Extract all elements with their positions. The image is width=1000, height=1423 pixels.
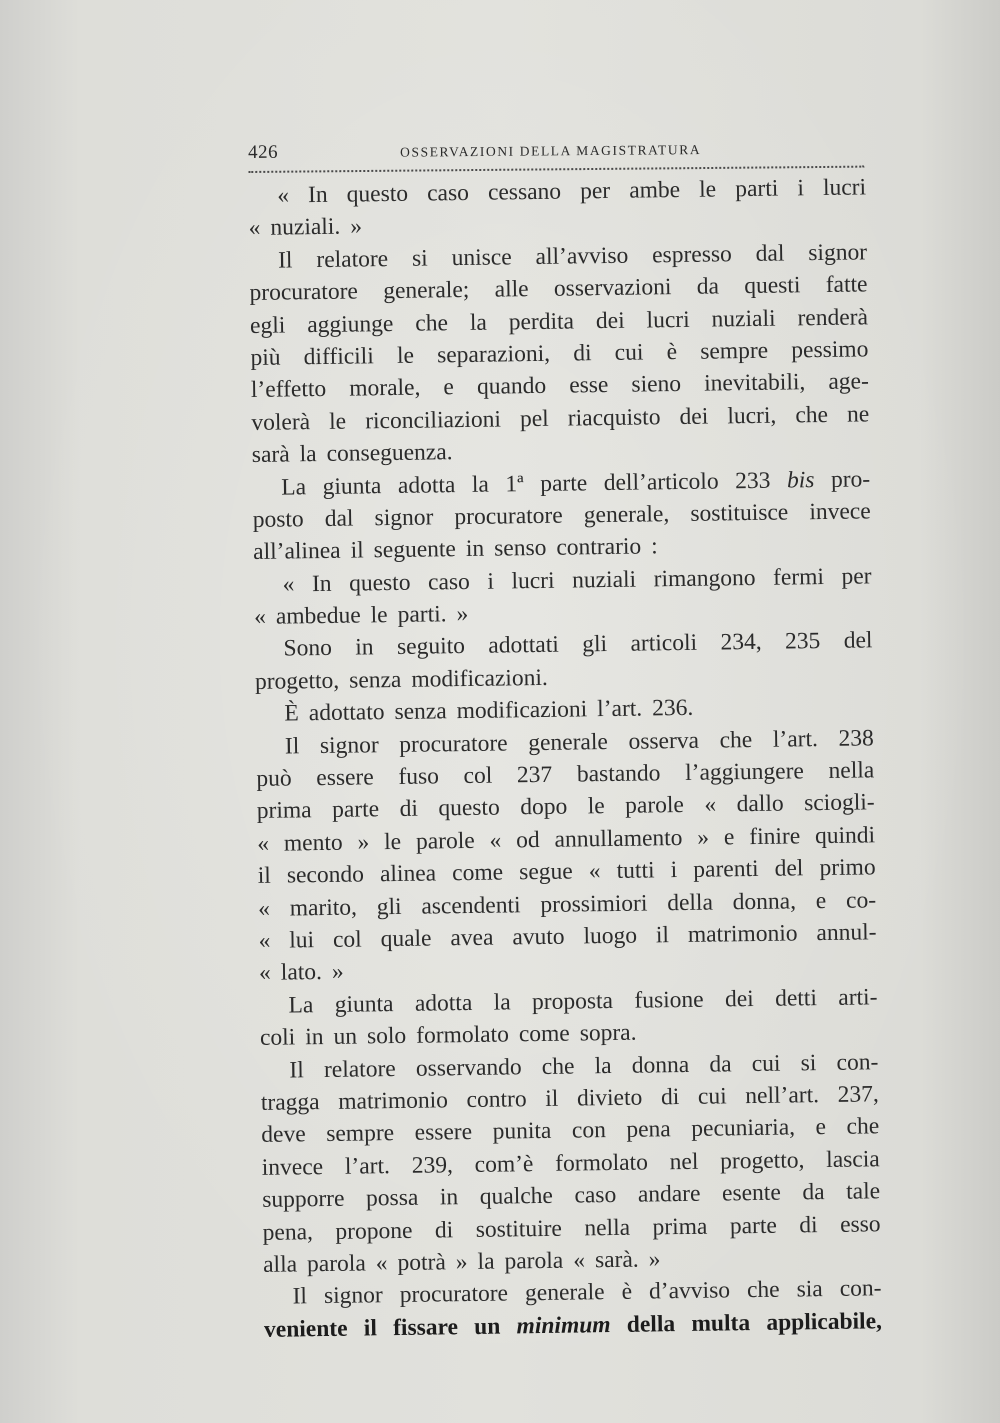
text-line: invece l’art. 239, com’è formolato nel progetto, lascia: [261, 1145, 880, 1181]
text-line: l’effetto morale, e quando esse sieno inevitabili, age-: [250, 368, 869, 404]
text-line: pena, propone di sostituire nella prima parte di esso: [262, 1210, 881, 1246]
text-line: prima parte di questo dopo le parole « dallo sciogli-: [256, 789, 875, 825]
text-line: È adottato senza modificazioni l’art. 236.: [284, 695, 694, 727]
body-text: [248, 171, 882, 1346]
text-line: all’alinea il seguente in senso contrario :: [253, 533, 658, 566]
text-line: il secondo alinea come segue « tutti i parenti del primo: [257, 854, 876, 890]
text-line: egli aggiunge che la perdita dei lucri nuziali renderà: [249, 303, 869, 339]
text-line: Il signor procuratore generale osserva che l’art. 238: [284, 724, 875, 760]
text-line: sarà la conseguenza.: [251, 439, 453, 469]
text-line: procuratore generale; alle osservazioni da questi fatte: [249, 271, 868, 307]
text-line: coli in un solo formolato come sopra.: [259, 1019, 637, 1052]
text-line: « In questo caso i lucri nuziali rimangono fermi per: [282, 563, 872, 598]
text-line: supporre possa in qualche caso andare esente da tale: [262, 1178, 881, 1214]
text-line: può essere fuso col 237 bastando l’aggiungere nella: [256, 757, 875, 792]
text-line: La giunta adotta la proposta fusione dei detti arti-: [288, 984, 878, 1019]
text-line: Sono in seguito adottati gli articoli 234, 235 del: [283, 627, 873, 663]
text-line: « marito, gli ascendenti prossimiori della donna, e co-: [257, 886, 877, 922]
page-header: [248, 135, 864, 170]
text-line: progetto, senza modificazioni.: [254, 664, 548, 695]
text-line: « ambedue le parti. »: [253, 601, 469, 631]
text-line: « nuziali. »: [248, 213, 363, 242]
running-title: OSSERVAZIONI DELLA MAGISTRATURA: [400, 142, 702, 160]
text-line: « lato. »: [258, 959, 344, 987]
text-line: « lui col quale avea avuto luogo il matrimonio annul-: [258, 919, 877, 954]
text-line: « mento » le parole « od annullamento » e finire quindi: [257, 822, 876, 857]
text-line: « In questo caso cessano per ambe le parti i lucri: [277, 174, 867, 209]
text-line: alla parola « potrà » la parola « sarà. »: [262, 1246, 661, 1278]
text-line: Il relatore osservando che la donna da cui si con-: [289, 1048, 879, 1084]
text-line: posto dal signor procuratore generale, sostituisce invece: [252, 498, 871, 533]
text-line: Il signor procuratore generale è d’avviso che sia con-: [292, 1275, 882, 1310]
text-line: La giunta adotta la 1ª parte dell’articolo 233 bis pro-: [281, 465, 871, 501]
text-line: deve sempre essere punita con pena pecuniaria, e che: [261, 1113, 880, 1149]
text-line: veniente il fissare un minimum della multa applicabile,: [263, 1307, 883, 1343]
text-line: volerà le riconciliazioni pel riacquisto dei lucri, che ne: [251, 401, 870, 436]
page-number: 426: [248, 141, 279, 163]
text-line: tragga matrimonio contro il divieto di cui nell’art. 237,: [260, 1081, 880, 1116]
text-line: più difficili le separazioni, di cui è sempre pessimo: [250, 336, 869, 371]
text-line: Il relatore si unisce all’avviso espresso dal signor: [277, 239, 868, 274]
